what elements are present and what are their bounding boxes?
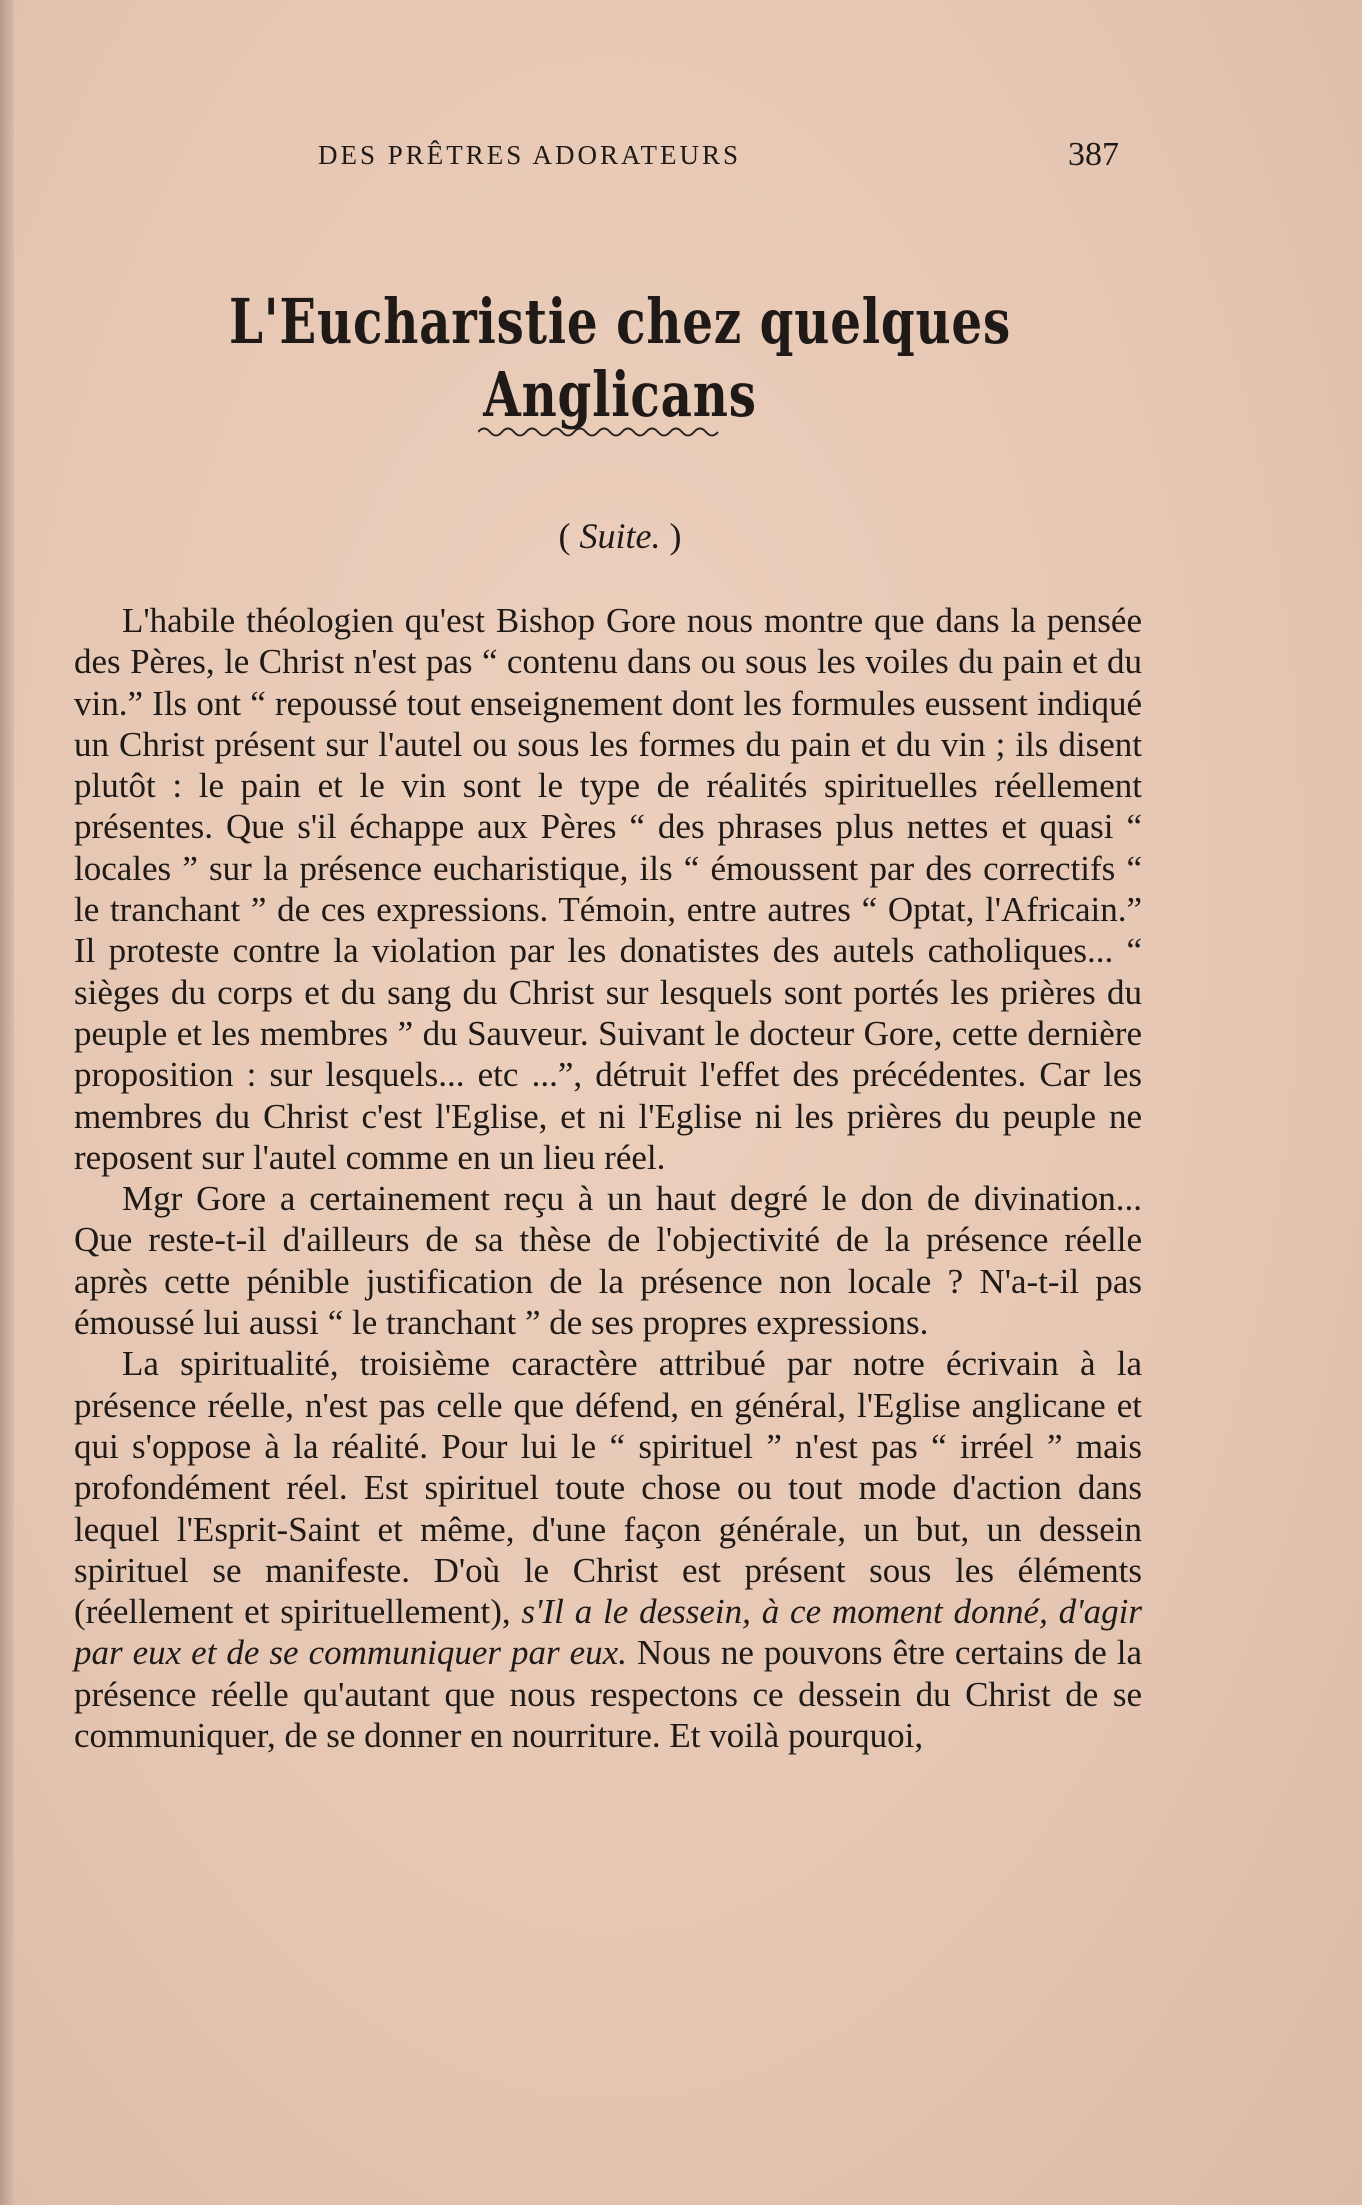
paragraph-3-end: Nous ne pouvons être certains de la présence réelle qu'autant que nous respectons ce dessein du Christ de se communiquer, de se donner en nourriture. Et voilà pourquoi, [74,1633,1143,1756]
paragraph-3-italic: s'Il a le dessein, à ce moment donné, d'agir par eux et de se communiquer par eux. [74,1592,1142,1673]
paragraph-1: L'habile théologien qu'est Bishop Gore nous montre que dans la pensée des Pères, le Christ n'est pas “ contenu dans ou sous les voiles du pain et du vin.” Ils ont “ repoussé tout enseignement dont les formules eussent indiqué un Christ présent sur l'autel ou sous les formes du pain et du vin ; ils disent plutôt : le pain et le vin sont le type de réalités spirituelles réellement présentes. Que s'il échappe aux Pères “ des phrases plus nettes et quasi “ locales ” sur la présence eucharistique, ils “ émoussent par des correctifs “ le tranchant ” de ces expressions. Témoin, entre autres “ Optat, l'Africain.” Il proteste contre la violation par les donatistes des autels catholiques... “ sièges du corps et du sang du Christ sur lesquels sont portés les prières du peuple et les membres ” du Sauveur. Suivant le docteur Gore, cette dernière proposition : sur lesquels... etc ...”, détruit l'effet des précédentes. Car les membres du Christ c'est l'Eglise, et ni l'Eglise ni les prières du peuple ne reposent sur l'autel comme en un lieu réel. [74,601,1142,1177]
paragraph-2: Mgr Gore a certainement reçu à un haut degré le don de divination... Que reste-t-il d'ailleurs de sa thèse de l'objectivité de la présence réelle après cette pénible justification de la présence non locale ? N'a-t-il pas émoussé lui aussi “ le tranchant ” de ses propres expressions. [74,1179,1142,1343]
page-number: 387 [1068,136,1119,173]
article-body [74,600,1142,1756]
article-title: L'Eucharistie chez quelques Anglicans [229,285,1011,431]
page-gutter [0,0,14,2205]
subtitle-text: Suite. [579,516,661,556]
running-head: DES PRÊTRES ADORATEURS [318,140,742,170]
paragraph-3-start: La spiritualité, troisième caractère attribué par notre écrivain à la présence réelle, n'est pas celle que défend, en général, l'Eglise anglicane et qui s'oppose à la réalité. Pour lui le “ spirituel ” n'est pas “ irréel ” mais profondément réel. Est spirituel toute chose ou tout mode d'action dans lequel l'Esprit-Saint et même, d'une façon générale, un but, un dessein spirituel se manifeste. D'où le Christ est présent sous les éléments (réellement et spirituellement), [74,1344,1142,1632]
article-subtitle: ( Suite. ) [558,516,682,556]
wavy-rule-ornament [478,424,728,440]
paragraph-3 [74,1343,1142,1756]
